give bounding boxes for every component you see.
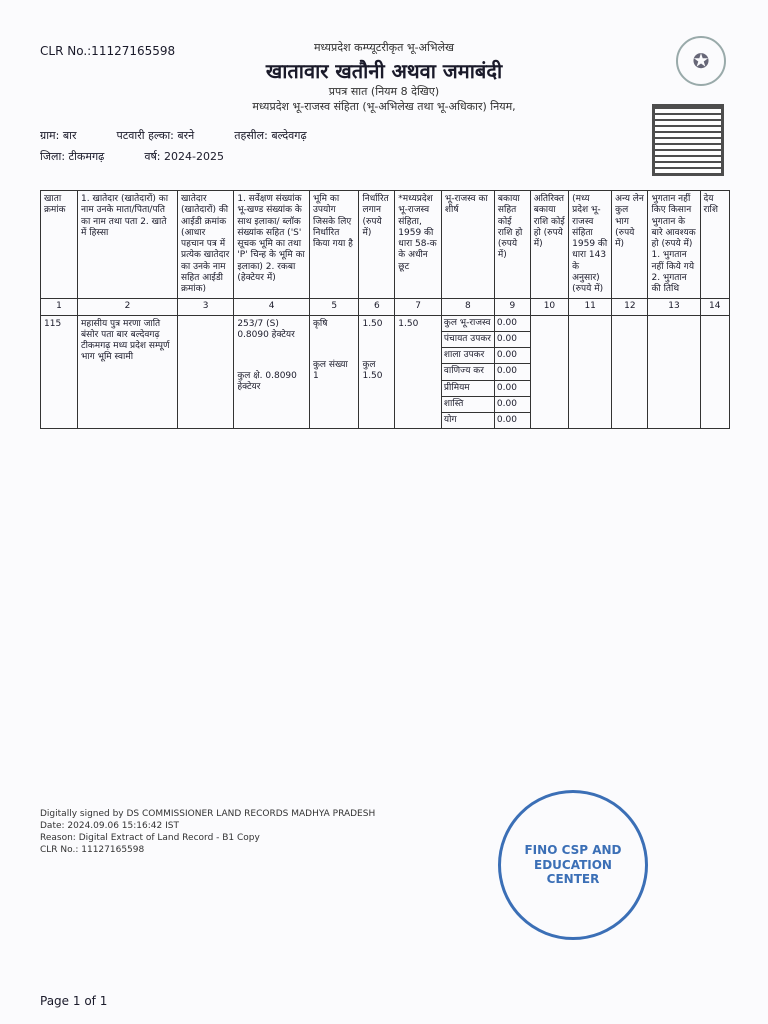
land-use-total: कुल संख्या 1: [313, 359, 348, 381]
location-meta: [40, 128, 640, 170]
table-row: [41, 315, 730, 429]
halka-label: पटवारी हल्का: बरने: [116, 129, 195, 142]
header-row: [41, 191, 730, 299]
exempt-value: 1.50: [395, 315, 442, 429]
col-number: 8: [441, 299, 494, 315]
revenue-head-value: 0.00: [495, 316, 530, 332]
col-number: 1: [41, 299, 78, 315]
empty-cell: [648, 315, 700, 429]
col-header: *मध्यप्रदेश भू-राजस्व संहिता, 1959 की धारा 58-क के अधीन छूट: [395, 191, 442, 299]
empty-cell: [530, 315, 568, 429]
col-number: 4: [234, 299, 310, 315]
qr-code-icon: [652, 104, 724, 176]
district-label: जिला: टीकमगढ़: [40, 150, 105, 163]
clr-number-top: CLR No.:11127165598: [40, 44, 176, 58]
khata-number: 115: [41, 315, 78, 429]
col-header: (मध्य प्रदेश भू-राजस्व संहिता 1959 की धारा 143 के अनुसार) (रुपये में): [569, 191, 612, 299]
empty-cell: [569, 315, 612, 429]
survey-total: कुल क्षे. 0.8090 हेक्टेयर: [237, 371, 297, 393]
col-number: 11: [569, 299, 612, 315]
revenue-head-value: 0.00: [495, 364, 530, 380]
owner-id: [178, 315, 234, 429]
col-header: 1. सर्वेक्षण संख्यांक भू-खण्ड संख्यांक के साथ इलाका/ ब्लॉक संख्यांक सहित ('S' सूचक भूमि का तथा 'P' चिन्ह के भूमि का इलाका) 2. रकबा (हेक्टेयर में): [234, 191, 310, 299]
col-header: निर्धारित लगान (रुपये में): [359, 191, 395, 299]
header-rule: मध्यप्रदेश भू-राजस्व संहिता (भू-अभिलेख तथा भू-अधिकार) नियम,: [252, 100, 516, 113]
col-header: बकाया सहित कोई राशि हो (रुपये में): [494, 191, 530, 299]
owner-details: महासीय पुत्र मरणा जाति बंसोर पता बार बल्देवगढ़ टीकमगढ़ मध्य प्रदेश सम्पूर्ण भाग भूमि स्वामी: [78, 315, 178, 429]
government-seal-icon: ✪: [676, 36, 726, 86]
csp-stamp: FINO CSP AND EDUCATION CENTER: [498, 790, 648, 940]
document-header: [40, 40, 728, 114]
tehsil-label: तहसील: बल्देवगढ़: [234, 129, 307, 142]
col-number: 2: [78, 299, 178, 315]
rent-value: 1.50: [362, 318, 383, 329]
revenue-values: [494, 315, 530, 429]
col-header: खाता क्रमांक: [41, 191, 78, 299]
col-number: 3: [178, 299, 234, 315]
land-use-cell: [310, 315, 359, 429]
empty-cell: [612, 315, 648, 429]
revenue-head-value: 0.00: [495, 381, 530, 397]
col-number: 5: [310, 299, 359, 315]
revenue-head-value: 0.00: [495, 348, 530, 364]
column-number-row: [41, 299, 730, 315]
col-header: भूमि का उपयोग जिसके लिए निर्धारित किया गया है: [310, 191, 359, 299]
revenue-head-label: वाणिज्य कर: [442, 364, 494, 380]
signature-line: Reason: Digital Extract of Land Record - B1 Copy: [40, 833, 260, 844]
digital-signature: [40, 808, 520, 857]
revenue-head-label: शाला उपकर: [442, 348, 494, 364]
signature-line: CLR No.: 11127165598: [40, 845, 145, 856]
col-header: खातेदार (खातेदारों) की आईडी क्रमांक (आधार पहचान पत्र में प्रत्येक खातेदार का उनके नाम सहित आईडी क्रमांक): [178, 191, 234, 299]
col-number: 12: [612, 299, 648, 315]
revenue-heads: [441, 315, 494, 429]
signature-line: Date: 2024.09.06 15:16:42 IST: [40, 821, 179, 832]
revenue-head-label: पंचायत उपकर: [442, 332, 494, 348]
col-number: 14: [700, 299, 729, 315]
revenue-head-label: प्रीमियम: [442, 381, 494, 397]
rent-cell: [359, 315, 395, 429]
empty-cell: [700, 315, 729, 429]
survey-number: 253/7 (S) 0.8090 हेक्टेयर: [237, 318, 295, 340]
header-title: खातावार खतौनी अथवा जमाबंदी: [265, 59, 503, 83]
header-form: प्रपत्र सात (नियम 8 देखिए): [328, 85, 440, 98]
rent-total: कुल 1.50: [362, 359, 383, 381]
col-number: 9: [494, 299, 530, 315]
land-use: कृषि: [313, 318, 328, 329]
page-number: Page 1 of 1: [40, 994, 108, 1008]
header-org: मध्यप्रदेश कम्प्यूटरीकृत भू-अभिलेख: [313, 41, 455, 54]
revenue-head-label: योग: [443, 415, 457, 425]
revenue-head-label: कुल भू-राजस्व: [442, 316, 494, 332]
col-header: भू-राजस्व का शीर्ष: [441, 191, 494, 299]
signature-line: Digitally signed by DS COMMISSIONER LAND RECORDS MADHYA PRADESH: [40, 809, 376, 819]
col-header: भुगतान नहीं किए किसान भुगतान के बारे आवश्यक हो (रुपये में) 1. भुगतान नहीं किये गये 2. भुगतान की तिथि: [648, 191, 700, 299]
col-header: अन्य लेन कुल भाग (रुपये में): [612, 191, 648, 299]
revenue-head-value: 0.00: [495, 332, 530, 348]
col-number: 13: [648, 299, 700, 315]
revenue-head-label: शास्ति: [442, 397, 494, 413]
revenue-head-value: 0.00: [496, 415, 517, 425]
khatauni-table: [40, 190, 730, 429]
col-number: 6: [359, 299, 395, 315]
year-label: वर्ष: 2024-2025: [144, 150, 224, 163]
village-label: ग्राम: बार: [40, 129, 77, 142]
col-number: 10: [530, 299, 568, 315]
col-header: देय राशि: [700, 191, 729, 299]
col-header: 1. खातेदार (खातेदारों) का नाम उनके माता/पिता/पति का नाम तथा पता 2. खाते में हिस्सा: [78, 191, 178, 299]
revenue-head-value: 0.00: [495, 397, 530, 413]
survey-cell: [234, 315, 310, 429]
col-header: अतिरिक्त बकाया राशि कोई हो (रुपये में): [530, 191, 568, 299]
col-number: 7: [395, 299, 442, 315]
